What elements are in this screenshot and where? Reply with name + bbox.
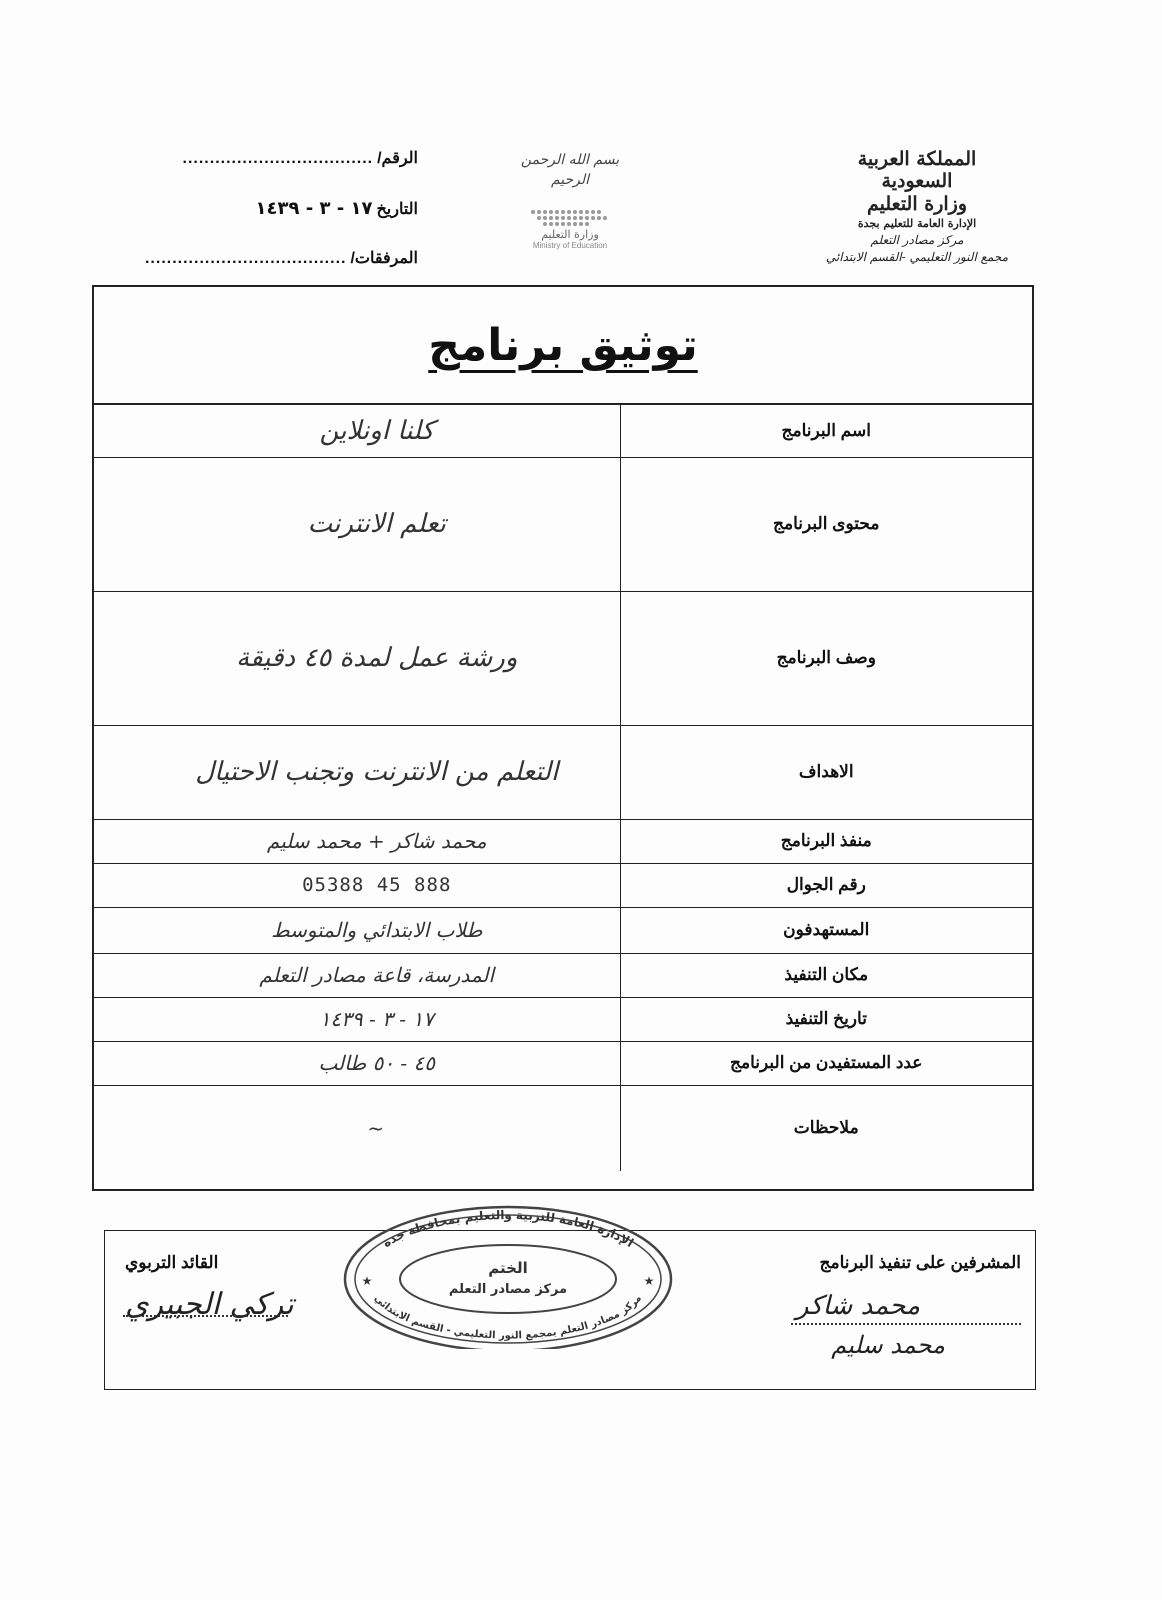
table-row — [94, 907, 1032, 953]
mobile-number-label: رقم الجوال — [620, 863, 1032, 907]
table-row — [94, 863, 1032, 907]
objectives-label: الاهداف — [620, 725, 1032, 819]
form-title-bar — [94, 287, 1032, 405]
official-stamp — [341, 1199, 675, 1349]
supervisor-signature-2: محمد سليم — [831, 1331, 945, 1359]
mobile-number-value: 05388 45 888 — [94, 863, 620, 907]
table-row — [94, 997, 1032, 1041]
program-documentation-form — [92, 285, 1034, 1191]
leader-signature-line — [123, 1315, 288, 1317]
date-label: التاريخ — [376, 201, 418, 218]
table-row — [94, 1085, 1032, 1171]
reference-number-value: ................................... — [182, 150, 374, 167]
stamp-star-icon: ★ — [643, 1274, 655, 1288]
program-executor-label: منفذ البرنامج — [620, 819, 1032, 863]
supervisor-signature-1: محمد شاكر — [795, 1291, 920, 1321]
attachments-label: المرفقات/ — [350, 250, 418, 267]
notes-label: ملاحظات — [620, 1085, 1032, 1171]
beneficiaries-count-value: ٤٥ - ٥٠ طالب — [94, 1041, 620, 1085]
stamp-title: الختم — [488, 1259, 528, 1277]
table-row — [94, 591, 1032, 725]
signatures-section — [104, 1207, 1036, 1390]
table-row — [94, 405, 1032, 457]
table-row — [94, 725, 1032, 819]
educational-leader-label: القائد التربوي — [125, 1253, 219, 1272]
school-complex-name: مجمع النور التعليمي -القسم الابتدائي — [825, 250, 1009, 264]
ministry-logo-text-ar: وزارة التعليم — [541, 228, 599, 241]
execution-place-value: المدرسة، قاعة مصادر التعلم — [94, 953, 620, 997]
supervisors-label: المشرفين على تنفيذ البرنامج — [819, 1253, 1021, 1272]
target-audience-value: طلاب الابتدائي والمتوسط — [94, 907, 620, 953]
objectives-value: التعلم من الانترنت وتجنب الاحتيال — [94, 725, 620, 819]
reference-number-label: الرقم/ — [377, 150, 418, 167]
educational-leader-signature: تركي الجبيري — [125, 1287, 294, 1322]
ministry-name: وزارة التعليم — [866, 193, 967, 215]
kingdom-name: المملكة العربية السعودية — [857, 148, 977, 192]
basmala: بسم الله الرحمن الرحيم — [520, 152, 620, 188]
date-row — [118, 198, 418, 248]
directorate-name: الإدارة العامة للتعليم بجدة — [857, 217, 977, 230]
letterhead-ministry — [822, 148, 1012, 266]
attachments-value: ..................................... — [144, 250, 347, 267]
stamp-ring-top-text: الإدارة العامة للتربية والتعليم بمحافظة جدة — [380, 1207, 637, 1251]
program-details-table — [94, 405, 1032, 1171]
letterhead-center — [500, 150, 640, 251]
program-name-label: اسم البرنامج — [620, 405, 1032, 457]
center-name: مركز مصادر التعلم — [870, 233, 964, 247]
program-name-value: كلنا اونلاين — [94, 405, 620, 457]
table-row — [94, 819, 1032, 863]
table-row — [94, 1041, 1032, 1085]
form-title: توثيق برنامج — [428, 319, 698, 371]
reference-number-row — [118, 148, 418, 198]
execution-date-value: ١٧ - ٣ - ١٤٣٩ — [94, 997, 620, 1041]
notes-value: ~ — [94, 1085, 620, 1171]
svg-text:مركز مصادر التعلم بمجمع النور — [372, 1293, 644, 1342]
stamp-ring-bottom-text: مركز مصادر التعلم بمجمع النور التعليمي - القسم الابتدائي — [371, 1292, 645, 1342]
program-description-value: ورشة عمل لمدة ٤٥ دقيقة — [94, 591, 620, 725]
ministry-logo-text-en: Ministry of Education — [532, 241, 608, 250]
letter-reference-fields — [118, 148, 418, 298]
program-executor-value: محمد شاكر + محمد سليم — [94, 819, 620, 863]
execution-place-label: مكان التنفيذ — [620, 953, 1032, 997]
stamp-star-icon: ★ — [361, 1274, 373, 1288]
program-description-label: وصف البرنامج — [620, 591, 1032, 725]
execution-date-label: تاريخ التنفيذ — [620, 997, 1032, 1041]
supervisor-signature-line — [791, 1323, 1021, 1325]
table-row — [94, 457, 1032, 591]
table-row — [94, 953, 1032, 997]
stamp-subtitle: مركز مصادر التعلم — [448, 1282, 568, 1297]
program-content-value: تعلم الانترنت — [94, 457, 620, 591]
program-content-label: محتوى البرنامج — [620, 457, 1032, 591]
beneficiaries-count-label: عدد المستفيدن من البرنامج — [620, 1041, 1032, 1085]
svg-text:الإدارة العامة للتربية والتعلي — [380, 1208, 636, 1250]
target-audience-label: المستهدفون — [620, 907, 1032, 953]
date-value: ١٧ - ٣ - ١٤٣٩ — [255, 198, 373, 219]
ministry-logo-icon — [525, 206, 615, 228]
